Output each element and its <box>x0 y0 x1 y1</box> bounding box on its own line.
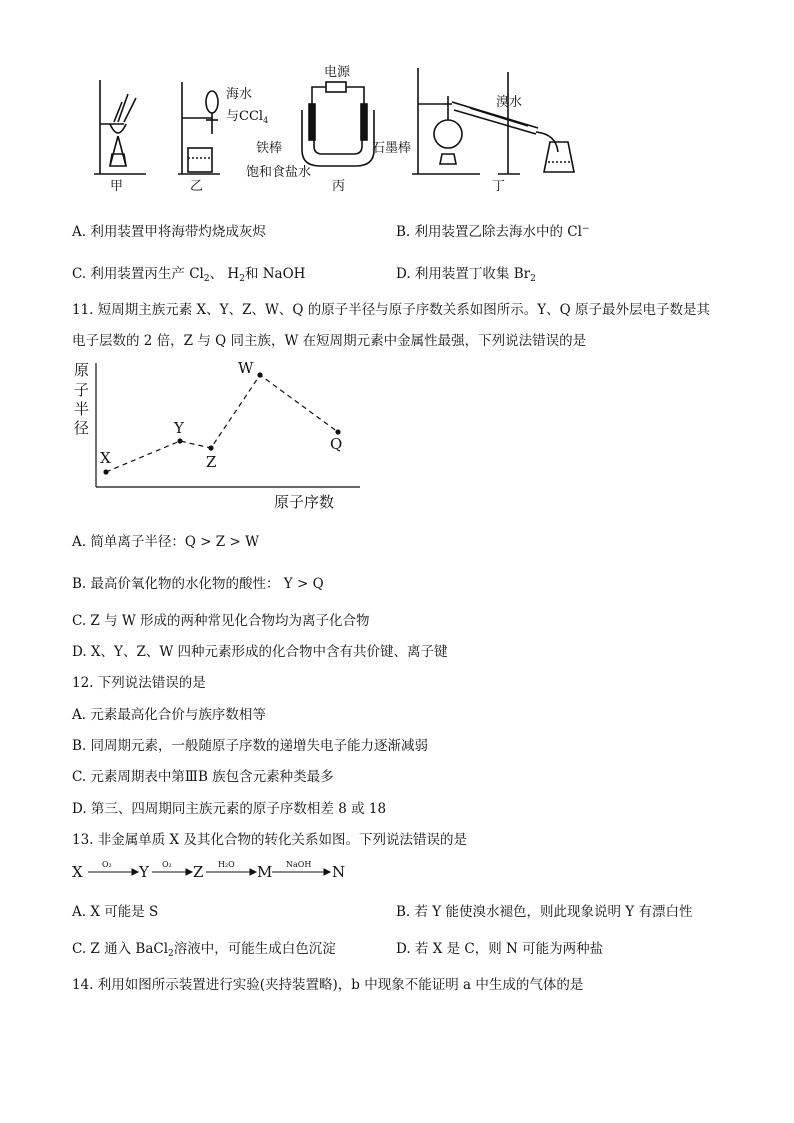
apparatus-label-bing: 丙 <box>332 179 346 194</box>
graph-label-w: W <box>238 359 254 377</box>
q10-option-b: B. 利用装置乙除去海水中的 Cl− <box>396 224 590 240</box>
graph-label-y: Y <box>174 419 184 437</box>
chain-x: X <box>72 863 83 881</box>
q11-option-b: B. 最高价氧化物的水化物的酸性： Y > Q <box>72 576 324 592</box>
q12-option-a: A. 元素最高化合价与族序数相等 <box>72 707 266 723</box>
q13-stem: 13. 非金属单质 X 及其化合物的转化关系如图。下列说法错误的是 <box>72 832 467 848</box>
apparatus-label-yi: 乙 <box>190 179 204 194</box>
arrow-label-h2o: H₂O <box>218 860 235 869</box>
radius-graph <box>70 355 370 515</box>
q13-option-c: C. Z 通入 BaCl$_2$溶液中，可能生成白色沉淀 <box>72 941 336 959</box>
conversion-chain <box>72 856 372 886</box>
bing-graphite-text: 石墨棒 <box>372 141 412 156</box>
graph-ylabel-4: 径 <box>74 419 90 437</box>
yi-seawater-text: 海水 <box>226 87 253 102</box>
graph-ylabel-1: 原 <box>74 361 90 379</box>
q10-option-c: C. 利用装置丙生产 $Cl_2$、 $H_2$和 NaOH <box>72 266 306 284</box>
chain-z: Z <box>193 863 204 881</box>
bing-iron-rod-text: 铁棒 <box>256 141 283 156</box>
q12-option-d: D. 第三、四周期同主族元素的原子序数相差 8 或 18 <box>72 801 387 817</box>
graph-point-y <box>177 438 182 443</box>
graph-ylabel-3: 半 <box>74 400 90 418</box>
graph-ylabel-2: 子 <box>74 381 90 399</box>
yi-ccl4-text: 与CCl$_4$ <box>226 109 269 125</box>
q13-option-a: A. X 可能是 S <box>72 904 159 920</box>
q11-option-d: D. X、Y、Z、W 四种元素形成的化合物中含有共价键、离子键 <box>72 644 448 660</box>
chain-y: Y <box>139 863 149 881</box>
apparatus-figure <box>80 62 600 194</box>
bing-brine-text: 饱和食盐水 <box>246 165 312 180</box>
arrow-label-o2-2: O₂ <box>162 860 172 869</box>
q13-option-b: B. 若 Y 能使溴水褪色，则此现象说明 Y 有漂白性 <box>396 904 693 920</box>
q12-stem: 12. 下列说法错误的是 <box>72 675 206 691</box>
graph-label-q: Q <box>330 435 343 453</box>
q14-stem: 14. 利用如图所示装置进行实验(夹持装置略)，b 中现象不能证明 a 中生成的气体的是 <box>72 977 584 993</box>
apparatus-label-jia: 甲 <box>110 179 124 194</box>
q11-option-a: A. 简单离子半径：Q > Z > W <box>72 534 259 550</box>
graph-point-x <box>103 469 108 474</box>
q11-stem-line-2: 电子层数的 2 倍，Z 与 Q 同主族，W 在短周期元素中金属性最强，下列说法错误的是 <box>72 333 587 349</box>
apparatus-label-ding: 丁 <box>492 179 506 194</box>
bing-power-text: 电源 <box>324 65 351 80</box>
graph-point-q <box>335 429 340 434</box>
graph-label-z: Z <box>206 453 217 471</box>
ding-bromine-water-text: 溴水 <box>496 95 523 110</box>
q12-option-c: C. 元素周期表中第ⅢB 族包含元素种类最多 <box>72 769 334 785</box>
graph-label-x: X <box>100 449 111 467</box>
q10-option-d: D. 利用装置丁收集 $Br_2$ <box>396 266 536 284</box>
graph-xlabel: 原子序数 <box>274 493 335 511</box>
chain-m: M <box>257 863 273 881</box>
arrow-label-o2-1: O₂ <box>102 860 112 869</box>
graph-point-z <box>208 445 213 450</box>
q11-option-c: C. Z 与 W 形成的两种常见化合物均为离子化合物 <box>72 613 370 629</box>
chain-n: N <box>332 863 346 881</box>
arrow-label-naoh: NaOH <box>286 860 312 869</box>
q11-stem-line-1: 11. 短周期主族元素 X、Y、Z、W、Q 的原子半径与原子序数关系如图所示。Y、Q 原子最外层电子数是其 <box>72 302 710 318</box>
q13-option-d: D. 若 X 是 C，则 N 可能为两种盐 <box>396 941 604 957</box>
graph-point-w <box>257 372 262 377</box>
q12-option-b: B. 同周期元素，一般随原子序数的递增失电子能力逐渐减弱 <box>72 738 429 754</box>
q10-option-a: A. 利用装置甲将海带灼烧成灰烬 <box>72 224 266 240</box>
